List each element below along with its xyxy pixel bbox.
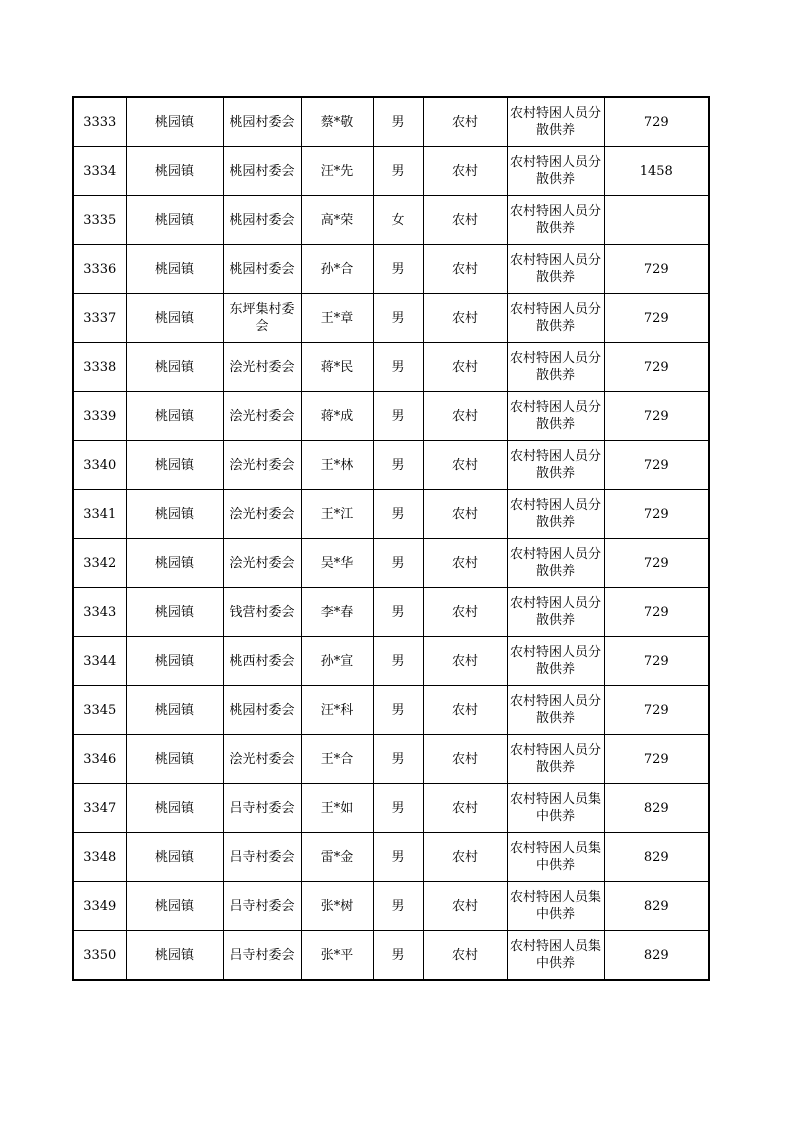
- cell-gender: 男: [373, 441, 423, 490]
- cell-category: 农村特困人员集中供养: [507, 833, 604, 882]
- cell-village: 东坪集村委会: [223, 294, 301, 343]
- cell-number: 3333: [73, 97, 126, 147]
- cell-name: 蒋*成: [301, 392, 373, 441]
- cell-gender: 女: [373, 196, 423, 245]
- cell-town: 桃园镇: [126, 294, 223, 343]
- cell-amount: 729: [604, 735, 709, 784]
- cell-area: 农村: [423, 931, 507, 981]
- cell-area: 农村: [423, 97, 507, 147]
- cell-village: 浍光村委会: [223, 735, 301, 784]
- cell-category: 农村特困人员分散供养: [507, 490, 604, 539]
- cell-town: 桃园镇: [126, 490, 223, 539]
- cell-number: 3349: [73, 882, 126, 931]
- cell-name: 张*平: [301, 931, 373, 981]
- cell-category: 农村特困人员分散供养: [507, 441, 604, 490]
- table-row: [73, 343, 709, 392]
- cell-village: 浍光村委会: [223, 490, 301, 539]
- cell-town: 桃园镇: [126, 735, 223, 784]
- cell-area: 农村: [423, 392, 507, 441]
- table-row: [73, 392, 709, 441]
- cell-village: 桃西村委会: [223, 637, 301, 686]
- cell-town: 桃园镇: [126, 343, 223, 392]
- cell-town: 桃园镇: [126, 539, 223, 588]
- records-table-wrapper: [72, 96, 710, 981]
- cell-name: 雷*金: [301, 833, 373, 882]
- cell-village: 浍光村委会: [223, 539, 301, 588]
- cell-number: 3339: [73, 392, 126, 441]
- cell-village: 桃园村委会: [223, 686, 301, 735]
- table-row: [73, 882, 709, 931]
- cell-name: 孙*宣: [301, 637, 373, 686]
- cell-area: 农村: [423, 539, 507, 588]
- cell-name: 李*春: [301, 588, 373, 637]
- cell-village: 吕寺村委会: [223, 784, 301, 833]
- cell-amount: 829: [604, 882, 709, 931]
- table-row: [73, 784, 709, 833]
- cell-village: 浍光村委会: [223, 441, 301, 490]
- cell-village: 桃园村委会: [223, 147, 301, 196]
- cell-area: 农村: [423, 147, 507, 196]
- cell-category: 农村特困人员分散供养: [507, 392, 604, 441]
- cell-town: 桃园镇: [126, 931, 223, 981]
- table-row: [73, 441, 709, 490]
- cell-name: 王*林: [301, 441, 373, 490]
- cell-category: 农村特困人员分散供养: [507, 735, 604, 784]
- table-row: [73, 147, 709, 196]
- cell-gender: 男: [373, 97, 423, 147]
- cell-category: 农村特困人员分散供养: [507, 539, 604, 588]
- cell-gender: 男: [373, 490, 423, 539]
- cell-category: 农村特困人员集中供养: [507, 784, 604, 833]
- cell-village: 吕寺村委会: [223, 882, 301, 931]
- table-row: [73, 931, 709, 981]
- table-row: [73, 637, 709, 686]
- cell-amount: 729: [604, 245, 709, 294]
- cell-area: 农村: [423, 294, 507, 343]
- cell-area: 农村: [423, 882, 507, 931]
- cell-area: 农村: [423, 686, 507, 735]
- cell-number: 3335: [73, 196, 126, 245]
- cell-area: 农村: [423, 637, 507, 686]
- cell-village: 钱营村委会: [223, 588, 301, 637]
- table-row: [73, 490, 709, 539]
- cell-area: 农村: [423, 735, 507, 784]
- cell-amount: 729: [604, 637, 709, 686]
- cell-amount: 729: [604, 343, 709, 392]
- cell-gender: 男: [373, 343, 423, 392]
- cell-name: 张*树: [301, 882, 373, 931]
- cell-area: 农村: [423, 196, 507, 245]
- cell-village: 吕寺村委会: [223, 931, 301, 981]
- cell-gender: 男: [373, 882, 423, 931]
- cell-village: 桃园村委会: [223, 97, 301, 147]
- cell-town: 桃园镇: [126, 882, 223, 931]
- cell-amount: 729: [604, 441, 709, 490]
- cell-number: 3347: [73, 784, 126, 833]
- cell-town: 桃园镇: [126, 637, 223, 686]
- cell-amount: 729: [604, 294, 709, 343]
- cell-town: 桃园镇: [126, 588, 223, 637]
- cell-area: 农村: [423, 441, 507, 490]
- cell-area: 农村: [423, 343, 507, 392]
- cell-town: 桃园镇: [126, 833, 223, 882]
- cell-area: 农村: [423, 490, 507, 539]
- cell-name: 汪*先: [301, 147, 373, 196]
- cell-number: 3338: [73, 343, 126, 392]
- table-body: [73, 97, 709, 980]
- cell-gender: 男: [373, 833, 423, 882]
- cell-number: 3345: [73, 686, 126, 735]
- cell-number: 3350: [73, 931, 126, 981]
- cell-number: 3336: [73, 245, 126, 294]
- cell-name: 王*合: [301, 735, 373, 784]
- cell-number: 3342: [73, 539, 126, 588]
- cell-category: 农村特困人员分散供养: [507, 294, 604, 343]
- cell-village: 浍光村委会: [223, 343, 301, 392]
- cell-name: 高*荣: [301, 196, 373, 245]
- table-row: [73, 196, 709, 245]
- cell-area: 农村: [423, 588, 507, 637]
- cell-amount: 729: [604, 490, 709, 539]
- cell-name: 孙*合: [301, 245, 373, 294]
- cell-town: 桃园镇: [126, 441, 223, 490]
- cell-category: 农村特困人员分散供养: [507, 588, 604, 637]
- cell-village: 桃园村委会: [223, 196, 301, 245]
- cell-amount: 729: [604, 392, 709, 441]
- table-row: [73, 294, 709, 343]
- table-row: [73, 686, 709, 735]
- cell-name: 王*如: [301, 784, 373, 833]
- cell-name: 蒋*民: [301, 343, 373, 392]
- cell-gender: 男: [373, 686, 423, 735]
- cell-town: 桃园镇: [126, 392, 223, 441]
- cell-gender: 男: [373, 392, 423, 441]
- cell-category: 农村特困人员分散供养: [507, 343, 604, 392]
- cell-name: 汪*科: [301, 686, 373, 735]
- cell-amount: 829: [604, 784, 709, 833]
- cell-gender: 男: [373, 784, 423, 833]
- cell-village: 桃园村委会: [223, 245, 301, 294]
- cell-category: 农村特困人员分散供养: [507, 147, 604, 196]
- cell-town: 桃园镇: [126, 97, 223, 147]
- cell-town: 桃园镇: [126, 245, 223, 294]
- cell-amount: 829: [604, 833, 709, 882]
- cell-town: 桃园镇: [126, 784, 223, 833]
- table-row: [73, 245, 709, 294]
- cell-gender: 男: [373, 637, 423, 686]
- cell-name: 王*章: [301, 294, 373, 343]
- cell-amount: 729: [604, 539, 709, 588]
- cell-town: 桃园镇: [126, 147, 223, 196]
- cell-category: 农村特困人员分散供养: [507, 196, 604, 245]
- table-row: [73, 588, 709, 637]
- cell-number: 3334: [73, 147, 126, 196]
- cell-gender: 男: [373, 588, 423, 637]
- cell-number: 3343: [73, 588, 126, 637]
- cell-category: 农村特困人员分散供养: [507, 686, 604, 735]
- cell-village: 浍光村委会: [223, 392, 301, 441]
- cell-category: 农村特困人员集中供养: [507, 882, 604, 931]
- cell-number: 3344: [73, 637, 126, 686]
- cell-gender: 男: [373, 245, 423, 294]
- cell-name: 蔡*敬: [301, 97, 373, 147]
- cell-gender: 男: [373, 294, 423, 343]
- cell-amount: 729: [604, 588, 709, 637]
- cell-amount: 729: [604, 97, 709, 147]
- table-row: [73, 833, 709, 882]
- cell-number: 3337: [73, 294, 126, 343]
- cell-category: 农村特困人员分散供养: [507, 245, 604, 294]
- cell-area: 农村: [423, 245, 507, 294]
- cell-number: 3340: [73, 441, 126, 490]
- table-row: [73, 735, 709, 784]
- cell-number: 3341: [73, 490, 126, 539]
- cell-gender: 男: [373, 147, 423, 196]
- cell-gender: 男: [373, 539, 423, 588]
- cell-gender: 男: [373, 735, 423, 784]
- cell-category: 农村特困人员分散供养: [507, 97, 604, 147]
- table-row: [73, 97, 709, 147]
- cell-category: 农村特困人员分散供养: [507, 637, 604, 686]
- cell-gender: 男: [373, 931, 423, 981]
- cell-area: 农村: [423, 833, 507, 882]
- cell-number: 3348: [73, 833, 126, 882]
- cell-village: 吕寺村委会: [223, 833, 301, 882]
- cell-name: 吴*华: [301, 539, 373, 588]
- cell-amount: 729: [604, 686, 709, 735]
- records-table: [72, 96, 710, 981]
- cell-amount: 1458: [604, 147, 709, 196]
- cell-category: 农村特困人员集中供养: [507, 931, 604, 981]
- cell-amount: [604, 196, 709, 245]
- cell-name: 王*江: [301, 490, 373, 539]
- cell-town: 桃园镇: [126, 196, 223, 245]
- cell-area: 农村: [423, 784, 507, 833]
- table-row: [73, 539, 709, 588]
- cell-town: 桃园镇: [126, 686, 223, 735]
- cell-number: 3346: [73, 735, 126, 784]
- cell-amount: 829: [604, 931, 709, 981]
